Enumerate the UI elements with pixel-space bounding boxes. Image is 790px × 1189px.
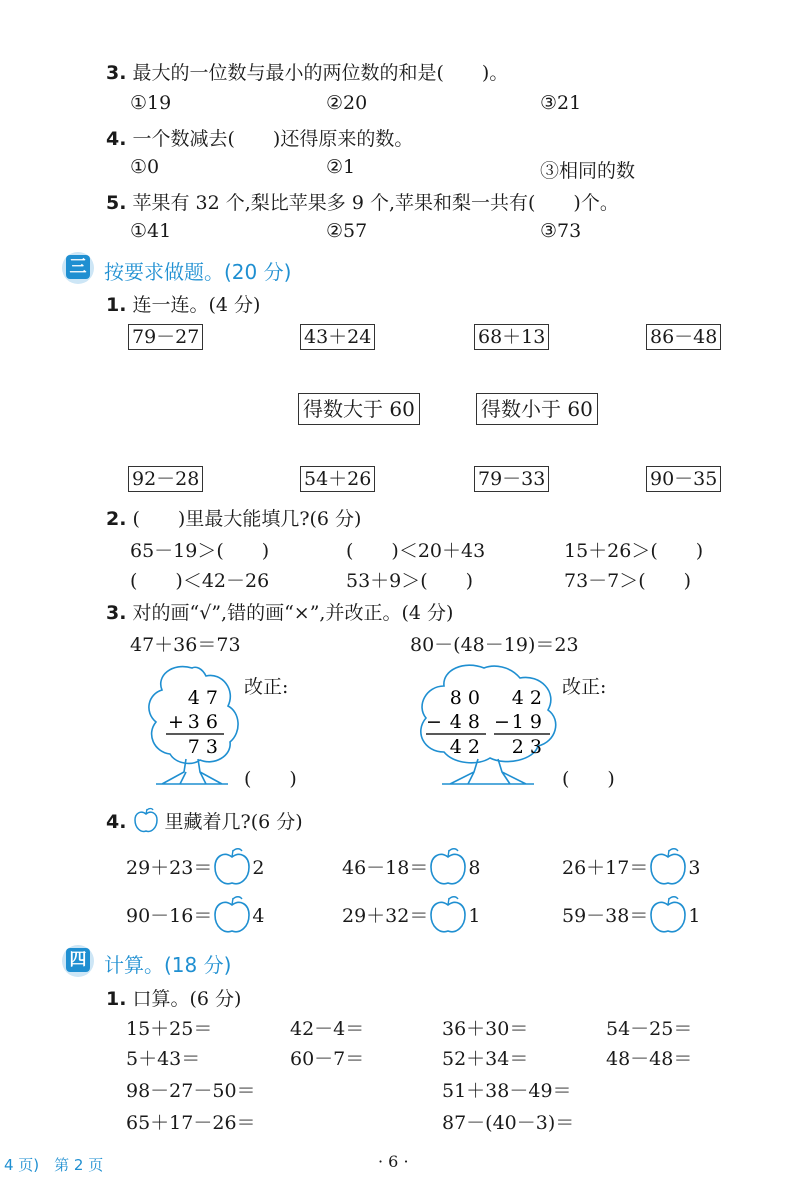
inequality: 73－7＞( ): [564, 570, 692, 592]
question-3: 3. 最大的一位数与最小的两位数的和是( )。: [106, 62, 509, 84]
visible-digit: 1: [468, 905, 481, 927]
oral-item: 48－48＝: [606, 1048, 693, 1070]
addend: 3 6: [187, 711, 218, 733]
expression-box: 86－48: [646, 324, 721, 350]
option: ①19: [130, 92, 172, 114]
apple-icon: [648, 846, 688, 888]
option: ②20: [326, 92, 368, 114]
category-box: 得数小于 60: [476, 393, 598, 425]
inequality: ( )＜42－26: [130, 570, 270, 592]
apple-icon: [428, 894, 468, 936]
option: ③21: [540, 92, 582, 114]
subtrahend: 4 8: [449, 711, 480, 733]
equation-text: 59－38＝: [562, 905, 649, 927]
expression-box: 92－28: [128, 466, 203, 492]
section-title: 按要求做题。(20 分): [104, 260, 292, 284]
fix-label: 改正:: [244, 676, 289, 698]
apple-equation: [562, 846, 700, 888]
expression-box: 54＋26: [300, 466, 375, 492]
expression-box: 79－33: [474, 466, 549, 492]
option: ②1: [326, 156, 356, 178]
apple-equation: [342, 846, 480, 888]
tree-icon: [142, 660, 242, 790]
expression-box: 68＋13: [474, 324, 549, 350]
oral-item: 5＋43＝: [126, 1048, 201, 1070]
question-4: 4. 一个数减去( )还得原来的数。: [106, 128, 414, 150]
question-1-connect: 1. 连一连。(4 分): [106, 294, 261, 316]
oral-item: 98－27－50＝: [126, 1080, 256, 1102]
footer-left: 4 页) 第 2 页: [4, 1156, 104, 1174]
equation-text: 90－16＝: [126, 905, 213, 927]
minuend: 4 2: [511, 687, 542, 709]
option: ②57: [326, 220, 368, 242]
visible-digit: 4: [252, 905, 265, 927]
question-1-oral: 1. 口算。(6 分): [106, 988, 242, 1010]
tree-icon: [414, 660, 564, 790]
equation-text: 29＋23＝: [126, 857, 213, 879]
mark-blank: ( ): [244, 768, 297, 790]
section-badge: 四: [62, 945, 94, 977]
apple-icon: [212, 894, 252, 936]
apple-icon: [133, 806, 159, 834]
sum: 7 3: [187, 736, 218, 758]
addend: 4 7: [187, 687, 218, 709]
apple-equation: [126, 894, 264, 936]
apple-equation: [562, 894, 700, 936]
equation-text: 46－18＝: [342, 857, 429, 879]
oral-item: 65＋17－26＝: [126, 1112, 256, 1134]
section-title: 计算。(18 分): [104, 953, 232, 977]
inequality: 53＋9＞( ): [346, 570, 474, 592]
option: ③73: [540, 220, 582, 242]
minuend: 8 0: [449, 687, 480, 709]
category-box: 得数大于 60: [298, 393, 420, 425]
oral-item: 36＋30＝: [442, 1018, 529, 1040]
question-5: 5. 苹果有 32 个,梨比苹果多 9 个,苹果和梨一共有( )个。: [106, 192, 619, 214]
inequality: 15＋26＞( ): [564, 540, 704, 562]
inequality: ( )＜20＋43: [346, 540, 486, 562]
oral-item: 87－(40－3)＝: [442, 1112, 575, 1134]
oral-item: 52＋34＝: [442, 1048, 529, 1070]
mark-blank: ( ): [562, 768, 615, 790]
question-4-apple: 4. 里藏着几?(6 分): [106, 806, 303, 834]
operator: +: [168, 711, 184, 733]
option: ③相同的数: [540, 160, 636, 182]
option: ①0: [130, 156, 160, 178]
apple-icon: [428, 846, 468, 888]
equation-text: 29＋32＝: [342, 905, 429, 927]
visible-digit: 2: [252, 857, 265, 879]
oral-item: 15＋25＝: [126, 1018, 213, 1040]
option: ①41: [130, 220, 172, 242]
apple-equation: [126, 846, 264, 888]
expression-box: 43＋24: [300, 324, 375, 350]
subtrahend: 1 9: [511, 711, 542, 733]
expression-box: 90－35: [646, 466, 721, 492]
oral-item: 60－7＝: [290, 1048, 365, 1070]
question-3-check: 3. 对的画“√”,错的画“×”,并改正。(4 分): [106, 602, 454, 624]
oral-item: 51＋38－49＝: [442, 1080, 572, 1102]
equation-text: 26＋17＝: [562, 857, 649, 879]
apple-icon: [212, 846, 252, 888]
visible-digit: 3: [688, 857, 701, 879]
inequality: 65－19＞( ): [130, 540, 270, 562]
difference: 2 3: [511, 736, 542, 758]
question-2-fill: 2. ( )里最大能填几?(6 分): [106, 508, 362, 530]
visible-digit: 1: [688, 905, 701, 927]
expression-box: 79－27: [128, 324, 203, 350]
visible-digit: 8: [468, 857, 481, 879]
apple-icon: [648, 894, 688, 936]
difference: 4 2: [449, 736, 480, 758]
equation: 80－(48－19)＝23: [410, 634, 579, 656]
oral-item: 54－25＝: [606, 1018, 693, 1040]
oral-item: 42－4＝: [290, 1018, 365, 1040]
operator: −: [426, 711, 442, 733]
operator: −: [494, 711, 510, 733]
equation: 47＋36＝73: [130, 634, 241, 656]
fix-label: 改正:: [562, 676, 607, 698]
section-badge: 三: [62, 252, 94, 284]
apple-equation: [342, 894, 480, 936]
page-number: · 6 ·: [378, 1152, 409, 1171]
